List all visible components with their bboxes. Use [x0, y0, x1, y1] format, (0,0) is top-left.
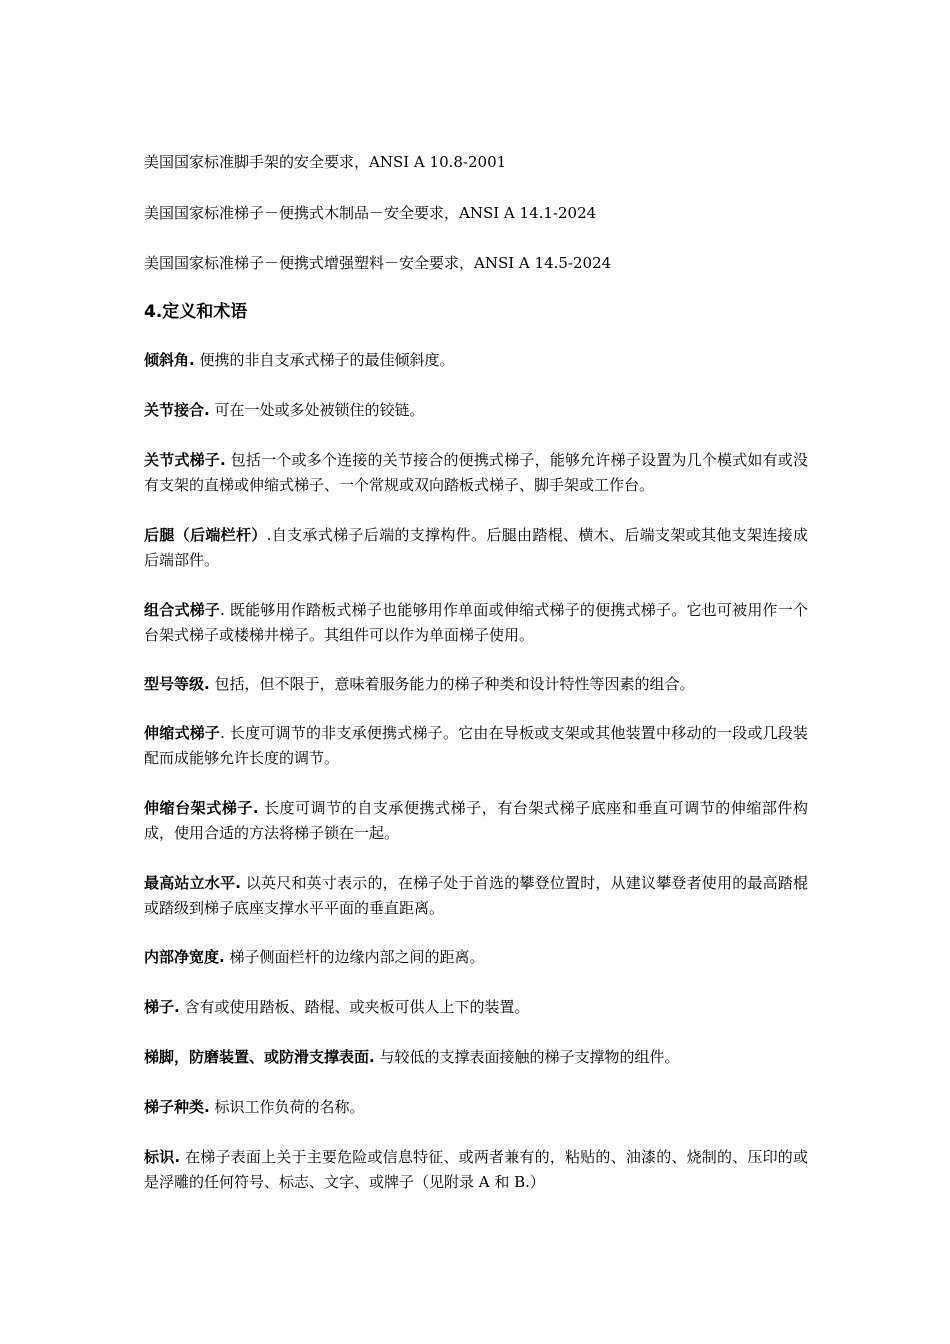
definition-term: 内部净宽度. — [144, 948, 225, 966]
definition-term: 倾斜角. — [144, 351, 195, 369]
definition-text: 以英尺和英寸表示的，在梯子处于首选的攀登位置时，从建议攀登者使用的最高踏棍或踏级到梯子底座支撑水平平面的垂直距离。 — [144, 874, 808, 917]
definition-term: 型号等级. — [144, 675, 210, 693]
definition-term: 关节式梯子. — [144, 451, 226, 469]
definition-item — [144, 721, 808, 771]
definition-text: . 既能够用作踏板式梯子也能够用作单面或伸缩式梯子的便携式梯子。它也可被用作一个台架式梯子或楼梯井梯子。其组件可以作为单面梯子使用。 — [144, 601, 808, 644]
definition-item — [144, 523, 808, 573]
definition-item — [144, 1145, 808, 1195]
definition-text: 标识工作负荷的名称。 — [209, 1098, 365, 1116]
definition-term: 最高站立水平. — [144, 874, 241, 892]
definition-text: . 长度可调节的非支承便携式梯子。它由在导板或支架或其他装置中移动的一段或几段装配而成能够允许长度的调节。 — [144, 724, 808, 767]
definition-term: 梯子种类. — [144, 1098, 210, 1116]
definition-item — [144, 398, 808, 423]
definition-term: 梯脚，防磨装置、或防滑支撑表面. — [144, 1048, 375, 1066]
definition-text: 便携的非自支承式梯子的最佳倾斜度。 — [194, 351, 455, 369]
definition-text: 包括一个或多个连接的关节接合的便携式梯子，能够允许梯子设置为几个模式如有或没有支架的直梯或伸缩式梯子、一个常规或双向踏板式梯子、脚手架或工作台。 — [144, 451, 809, 494]
definition-term: 关节接合. — [144, 401, 210, 419]
definition-text: 含有或使用踏板、踏棍、或夹板可供人上下的装置。 — [179, 998, 530, 1016]
definition-item — [144, 672, 808, 697]
definition-item — [144, 448, 808, 498]
definition-text: 长度可调节的自支承便携式梯子，有台架式梯子底座和垂直可调节的伸缩部件构成，使用合适的方法将梯子锁在一起。 — [144, 799, 808, 842]
definition-text: 在梯子表面上关于主要危险或信息特征、或两者兼有的，粘贴的、油漆的、烧制的、压印的或是浮雕的任何符号、标志、文字、或牌子（见附录 A 和 B.） — [144, 1148, 809, 1191]
definition-text: 梯子侧面栏杆的边缘内部之间的距离。 — [224, 948, 485, 966]
definition-term: 伸缩式梯子 — [144, 724, 221, 742]
definition-item — [144, 598, 808, 648]
reference-line: 美国国家标准脚手架的安全要求，ANSI A 10.8-2001 — [144, 153, 507, 171]
reference-line: 美国国家标准梯子－便携式增强塑料－安全要求，ANSI A 14.5-2024 — [144, 254, 612, 272]
definition-item — [144, 796, 808, 846]
definition-item — [144, 1095, 808, 1120]
definition-term: 梯子. — [144, 998, 180, 1016]
definition-item — [144, 348, 808, 373]
definition-item — [144, 945, 808, 970]
definition-item — [144, 871, 808, 921]
reference-line: 美国国家标准梯子－便携式木制品－安全要求，ANSI A 14.1-2024 — [144, 204, 597, 222]
definition-term: 组合式梯子 — [144, 601, 221, 619]
definition-text: 与较低的支撑表面接触的梯子支撑物的组件。 — [374, 1048, 680, 1066]
definition-text: 可在一处或多处被锁住的铰链。 — [209, 401, 425, 419]
definition-term: 伸缩台架式梯子. — [144, 799, 259, 817]
definition-term: 标识. — [144, 1148, 181, 1166]
definition-item — [144, 995, 808, 1020]
definition-term: 后腿（后端栏杆） — [144, 526, 267, 544]
definition-item — [144, 1045, 808, 1070]
definition-text: .自支承式梯子后端的支撑构件。后腿由踏棍、横木、后端支架或其他支架连接成后端部件。 — [144, 526, 808, 569]
section-heading: 4.定义和术语 — [144, 302, 248, 322]
definition-text: 包括，但不限于，意味着服务能力的梯子种类和设计特性等因素的组合。 — [209, 675, 695, 693]
